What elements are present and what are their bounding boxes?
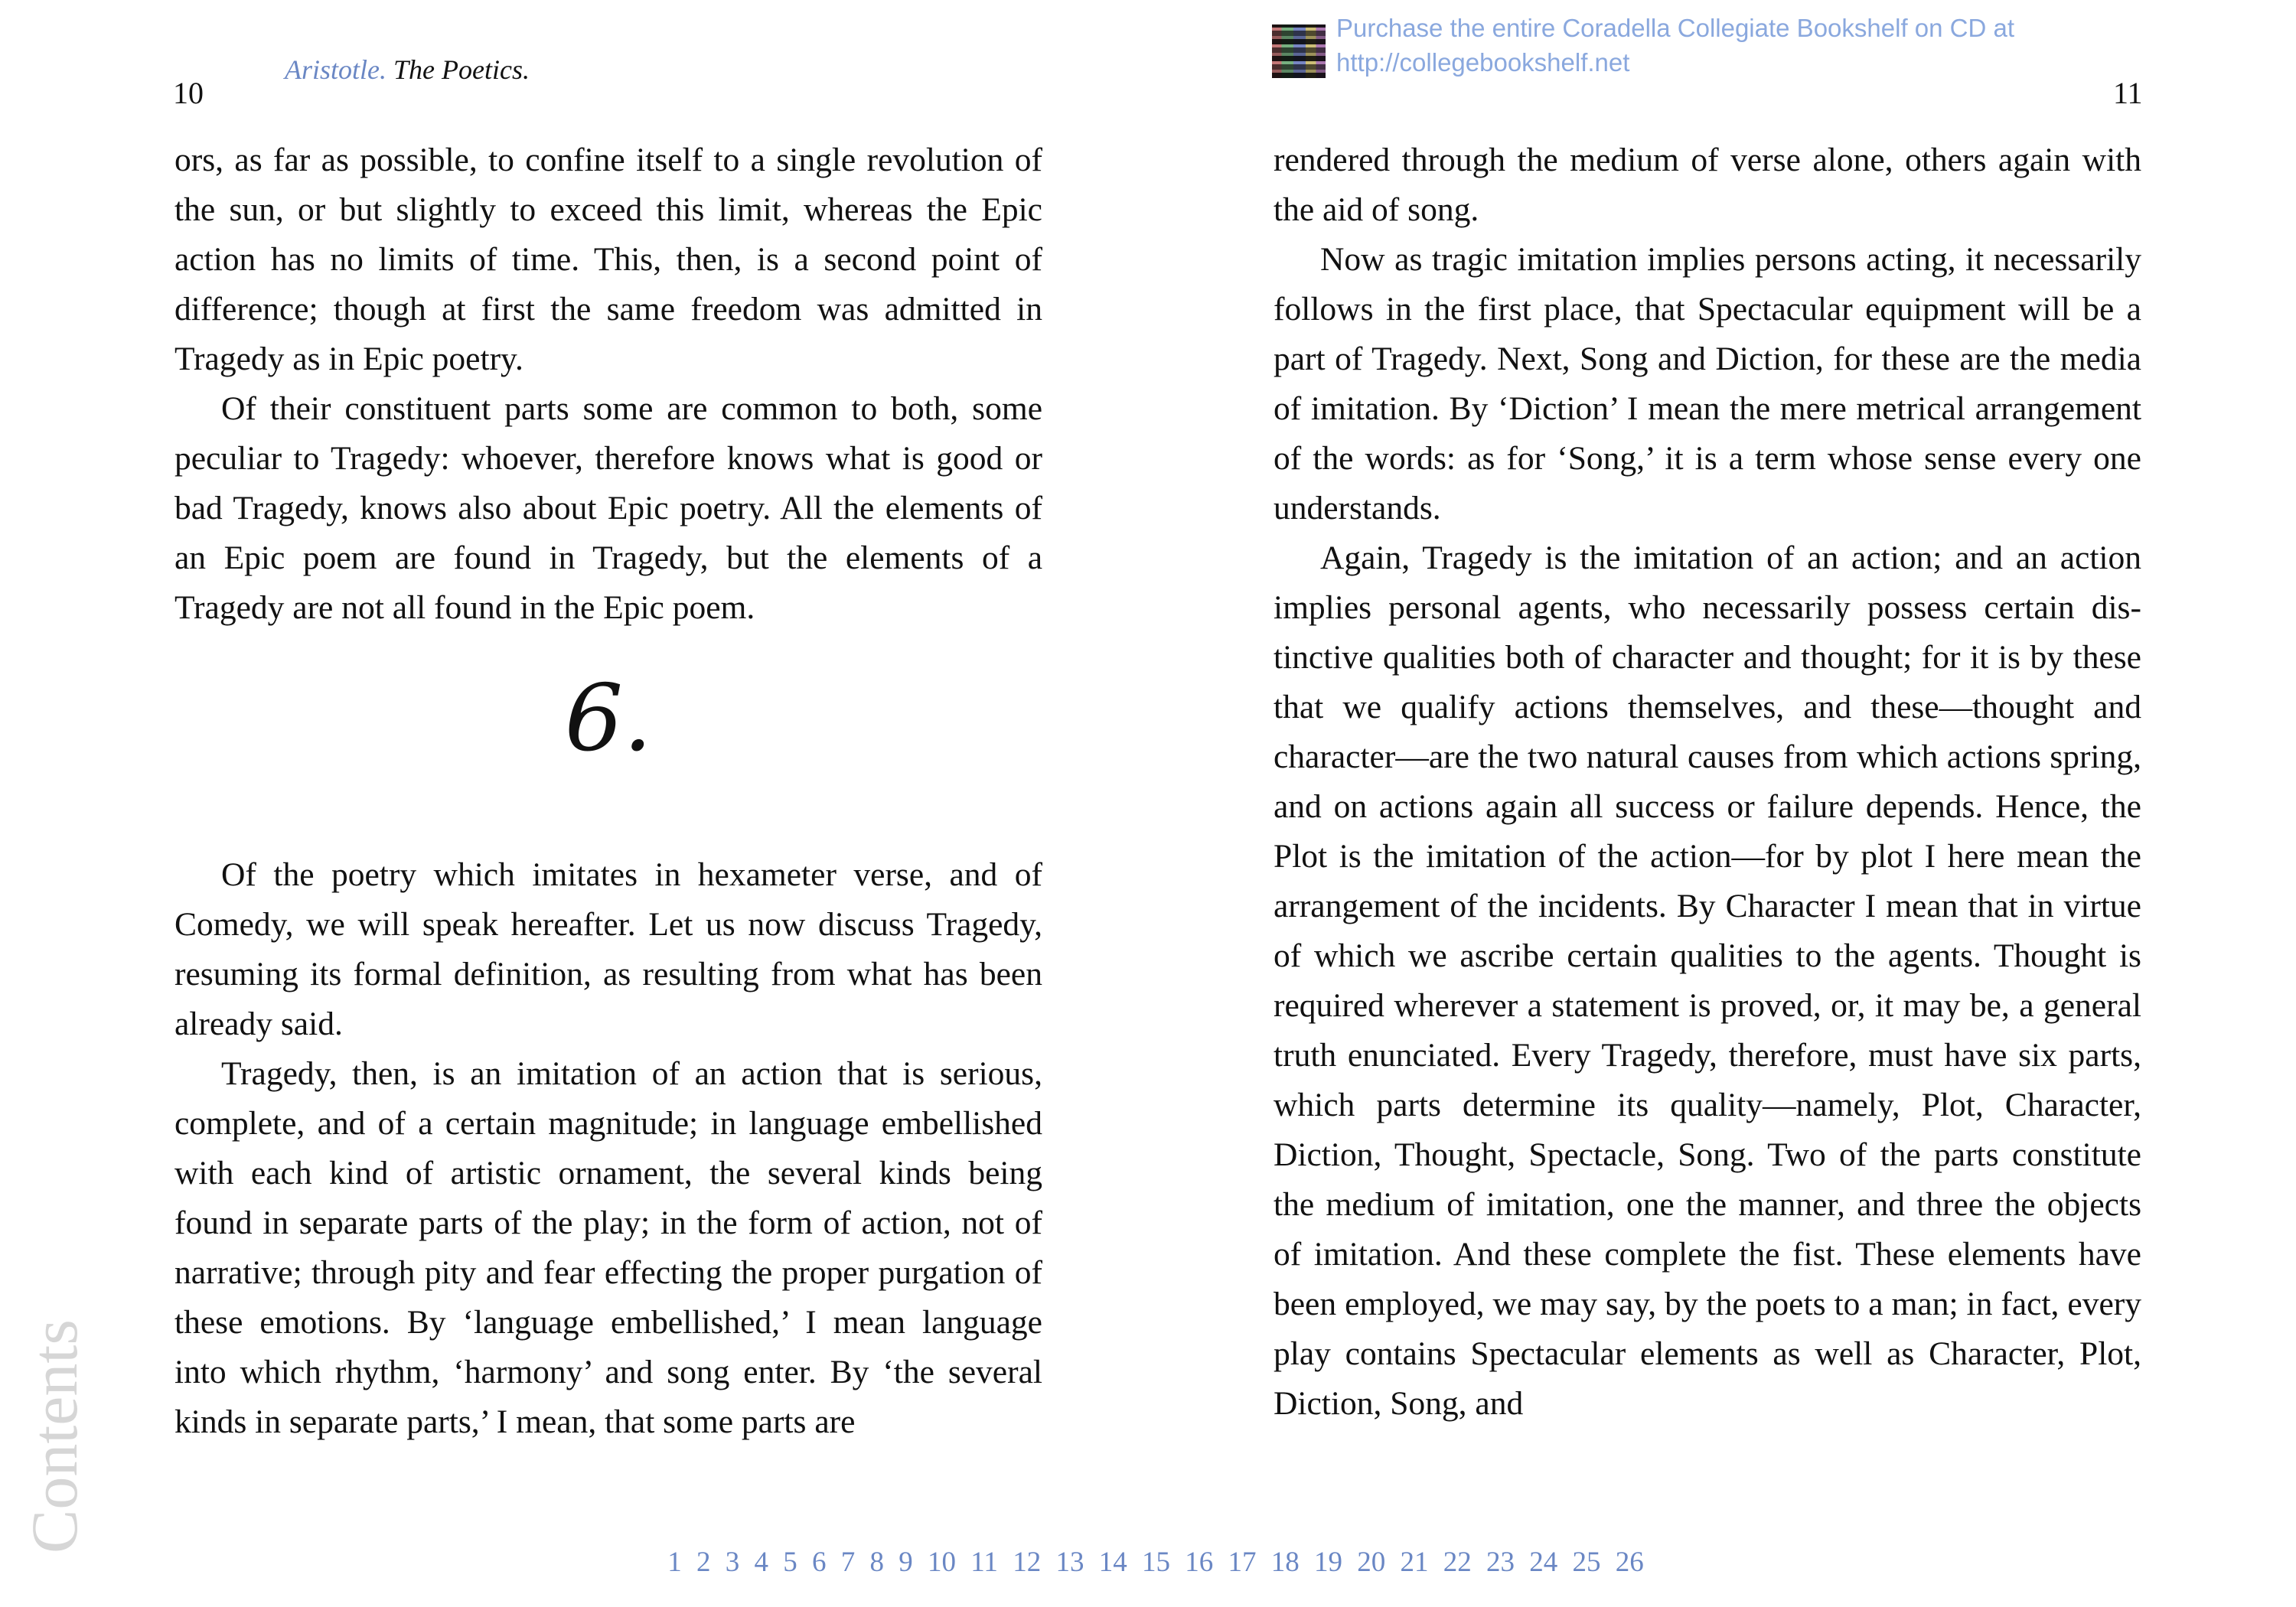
promo-text[interactable] xyxy=(1336,11,2014,80)
page-link[interactable]: 16 xyxy=(1185,1547,1214,1578)
page-link[interactable]: 7 xyxy=(840,1547,856,1578)
page-link[interactable]: 5 xyxy=(783,1547,797,1578)
running-head-title: The Poetics. xyxy=(393,54,530,85)
page-link[interactable]: 14 xyxy=(1098,1547,1127,1578)
page-link[interactable]: 10 xyxy=(928,1547,957,1578)
right-page-number: 11 xyxy=(2113,76,2143,110)
page-link[interactable]: 20 xyxy=(1357,1547,1386,1578)
page-link[interactable]: 12 xyxy=(1013,1547,1042,1578)
right-page-text xyxy=(1274,135,2141,1429)
promo-banner[interactable] xyxy=(1272,11,2068,80)
page-link[interactable]: 2 xyxy=(696,1547,711,1578)
page-link[interactable]: 3 xyxy=(725,1547,740,1578)
paragraph: Now as tragic imitation implies persons acting, it necessarily follows in the first place, that Spectacular equipment will be a part of Tragedy. Next, Song and Diction, for these are the media of imitation. By ‘Diction’ I mean the mere metrical arrangement of the words: as for ‘Song,’ it is a term whose sense every one understands. xyxy=(1274,241,2141,526)
paragraph: Of their constituent parts some are common to both, some peculiar to Tragedy: whoever, therefore knows what is good or bad Tragedy, knows also about Epic poetry. All the elements of an Epic poem are found in Tragedy, but the elements of a Tragedy are not all found in the Epic poem. xyxy=(174,390,1042,626)
page-link[interactable]: 15 xyxy=(1141,1547,1170,1578)
page-link[interactable]: 4 xyxy=(754,1547,769,1578)
paragraph: Again, Tragedy is the imitation of an action; and an action implies personal agents, who necessarily possess certain distinctive qualities both of character and thought; for it is by these that we qualify actions themselves, and these—thought and character—are the two natural causes from which actions spring, and on actions again all success or failure depends. Hence, the Plot is the imitation of the action—for by plot I here mean the arrangement of the incidents. By Character I mean that in virtue of which we ascribe certain qualities to the agents. Thought is required wherever a statement is proved, or, it may be, a general truth enunciated. Every Tragedy, therefore, must have six parts, which parts determine its quality—namely, Plot, Character, Diction, Thought, Spectacle, Song. Two of the parts constitute the medium of imitation, one the manner, and three the objects of imitation. And these complete the fist. These elements have been employed, we may say, by the poets to a man; in fact, every play contains Spectacular elements as well as Character, Plot, Diction, Song, and xyxy=(1274,539,2141,1422)
page-link[interactable]: 18 xyxy=(1270,1547,1300,1578)
paragraph: Tragedy, then, is an imitation of an action that is serious, complete, and of a certain magnitude; in language embellished with each kind of artistic ornament, the several kinds being found in separate parts of the play; in the form of action, not of narrative; through pity and fear effecting the proper purgation of these emotions. By ‘language embellished,’ I mean language into which rhythm, ‘harmony’ and song enter. By ‘the several kinds in separate parts,’ I mean, that some parts are xyxy=(174,1055,1042,1440)
contents-link[interactable]: Contents xyxy=(18,1319,91,1553)
paragraph: rendered through the medium of verse alone, others again with the aid of song. xyxy=(1274,142,2141,228)
left-page-text-bottom xyxy=(174,850,1042,1447)
running-head-author-link[interactable]: Aristotle. xyxy=(285,54,393,85)
page-link[interactable]: 26 xyxy=(1615,1547,1644,1578)
page-link[interactable]: 8 xyxy=(869,1547,885,1578)
running-head xyxy=(285,54,530,86)
page-link[interactable]: 13 xyxy=(1055,1547,1084,1578)
promo-link-url[interactable]: http://collegebookshelf.net xyxy=(1336,48,1630,77)
page-link[interactable]: 24 xyxy=(1529,1547,1558,1578)
chapter-number: 6. xyxy=(564,666,653,772)
promo-line-1[interactable]: Purchase the entire Coradella Collegiate Bookshelf on CD at xyxy=(1336,14,2015,42)
page-link[interactable]: 25 xyxy=(1572,1547,1601,1578)
page-link[interactable]: 21 xyxy=(1400,1547,1429,1578)
page-link[interactable]: 22 xyxy=(1443,1547,1472,1578)
paragraph: Of the poetry which imitates in hexameter verse, and of Comedy, we will speak hereafter. Let us now discuss Tragedy, resuming its formal definition, as resulting from what has been already said. xyxy=(174,856,1042,1042)
cd-thumbnail-icon[interactable] xyxy=(1272,24,1326,78)
paragraph: ors, as far as possible, to confine itself to a single revolution of the sun, or but slightly to exceed this limit, whereas the Epic action has no limits of time. This, then, is a second point of difference; though at first the same freedom was admitted in Tragedy as in Epic poetry. xyxy=(174,142,1042,377)
page-link[interactable]: 19 xyxy=(1313,1547,1342,1578)
page-link[interactable]: 23 xyxy=(1486,1547,1515,1578)
left-page-number: 10 xyxy=(173,76,204,110)
page-link[interactable]: 9 xyxy=(899,1547,913,1578)
page-link[interactable]: 1 xyxy=(667,1547,682,1578)
page-link[interactable]: 6 xyxy=(812,1547,827,1578)
left-page-text-top xyxy=(174,135,1042,633)
page-navigation xyxy=(0,1546,2296,1579)
page-link[interactable]: 17 xyxy=(1228,1547,1257,1578)
page-link[interactable]: 11 xyxy=(970,1547,998,1578)
